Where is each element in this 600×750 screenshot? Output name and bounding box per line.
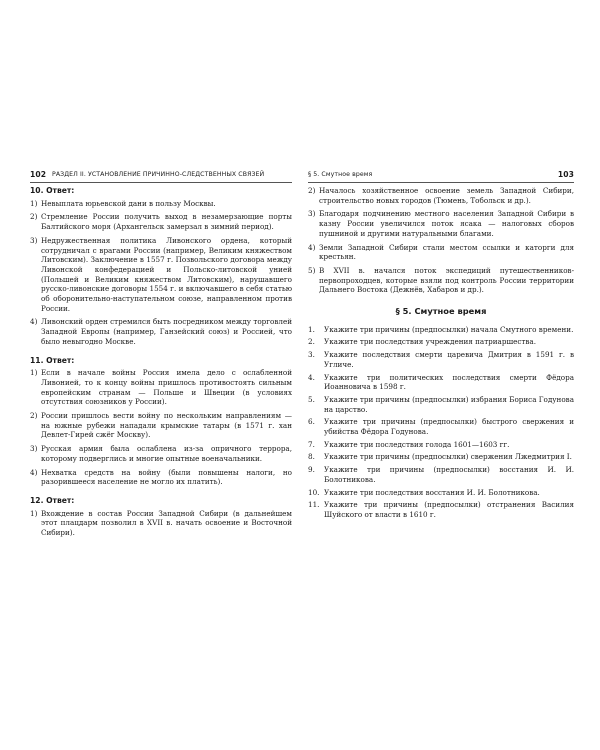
- question-number: 6.: [308, 417, 315, 427]
- item-text: Невыплата юрьевской дани в пользу Москвы.: [41, 198, 216, 208]
- question-text: Укажите последствия смерти царевича Дмитрия в 1591 г. в Угличе.: [324, 350, 574, 369]
- answer-heading: 10. Ответ:: [30, 186, 75, 195]
- item-number: 1): [30, 508, 38, 518]
- item-number: 5): [308, 265, 316, 275]
- running-title-left: РАЗДЕЛ II. УСТАНОВЛЕНИЕ ПРИЧИННО-СЛЕДСТВЕННЫХ СВЯЗЕЙ: [52, 171, 265, 178]
- question-number: 7.: [308, 439, 315, 449]
- item-number: 2): [30, 212, 38, 222]
- list-item: [30, 212, 292, 231]
- item-number: 4): [308, 242, 316, 252]
- item-number: 3): [30, 444, 38, 454]
- question-text: Укажите три причины (предпосылки) восстания И. И. Болотникова.: [324, 465, 574, 484]
- right-content: [308, 186, 574, 523]
- item-number: 1): [30, 368, 38, 378]
- question-item: [308, 440, 574, 450]
- header-rule-left: [30, 182, 292, 183]
- item-text: В XVII в. начался поток экспедиций путешественников-первопроходцев, которые взяли под контроль России территории Дальнего Востока (Дежнёв, Хабаров и др.).: [319, 265, 574, 295]
- item-number: 3): [30, 235, 38, 245]
- list-item: [30, 509, 292, 538]
- question-item: [308, 373, 574, 392]
- item-text: Благодаря подчинению местного населения Западной Сибири в казну России увеличился поток ясака — налоговых сборов пушниной и другими натуральными благами.: [319, 209, 574, 238]
- list-item: [308, 243, 574, 262]
- question-item: [308, 488, 574, 498]
- question-number: 4.: [308, 372, 315, 382]
- answers-block: [30, 186, 292, 542]
- question-number: 8.: [308, 452, 315, 462]
- item-text: Русская армия была ослаблена из-за опричного террора, которому подверглись и многие опытные военачальники.: [41, 444, 292, 463]
- page-number-right: 103: [557, 170, 574, 179]
- list-item: [30, 236, 292, 314]
- question-text: Укажите три причины (предпосылки) начала Смутного времени.: [324, 324, 574, 334]
- item-text: Если в начале войны Россия имела дело с ослабленной Ливонией, то к концу войны пришлось противостоять сильным европейским странам — Польше и Швеции (в условиях отсутствия союзников у России).: [41, 368, 292, 407]
- question-number: 5.: [308, 394, 315, 404]
- item-number: 2): [30, 411, 38, 421]
- item-number: 2): [308, 186, 316, 195]
- question-item: [308, 417, 574, 436]
- item-text: России пришлось вести войну по нескольким направлениям — на южные рубежи нападали крымские татары (в 1571 г. хан Девлет-Гирей сжёг Москву).: [41, 411, 292, 440]
- question-text: Укажите три причины (предпосылки) свержения Лжедмитрия I.: [324, 452, 572, 462]
- question-text: Укажите три последствия восстания И. И. Болотникова.: [324, 487, 540, 497]
- question-item: [308, 452, 574, 462]
- question-item: [308, 337, 574, 347]
- question-text: Укажите три причины (предпосылки) быстрого свержения и убийства Фёдора Годунова.: [324, 417, 574, 437]
- question-number: 2.: [308, 337, 315, 347]
- question-text: Укажите три причины (предпосылки) избрания Бориса Годунова на царство.: [324, 394, 574, 414]
- page-number-left: 102: [30, 170, 47, 179]
- list-item: [30, 411, 292, 440]
- question-item: [308, 395, 574, 414]
- question-item: [308, 500, 574, 519]
- item-text: Недружественная политика Ливонского ордена, который сотрудничал с врагами России (например, Великим княжеством Литовским). Заключение в 1557 г. Позвольского договора между Ливонской конфедерацией и Польско-литовской унией (Польшей и Великим княжеством Литовским), нарушавшего русско-ливонские договоры 1554 г. и включавшего в себя статью об оборонительно-наступательном союзе, направленном против России.: [41, 235, 292, 313]
- list-item: [308, 209, 574, 238]
- list-item: [30, 444, 292, 463]
- item-text: Началось хозяйственное освоение земель Западной Сибири, строительство новых городов (Тюмень, Тобольск и др.).: [319, 186, 574, 205]
- question-number: 10.: [308, 487, 320, 497]
- question-item: [308, 325, 574, 335]
- question-text: Укажите три последствия голода 1601—1603 гг.: [324, 439, 510, 449]
- list-item: [30, 468, 292, 487]
- item-text: Ливонский орден стремился быть посредником между торговлей Западной Европы (например, Ганзейский союз) и Россией, что было невыгодно Москве.: [41, 317, 292, 346]
- question-number: 9.: [308, 465, 315, 475]
- item-text: Нехватка средств на войну (были повышены налоги, но разорившееся население не могло их платить).: [41, 467, 292, 487]
- question-number: 1.: [308, 324, 315, 334]
- question-item: [308, 350, 574, 369]
- item-text: Вхождение в состав России Западной Сибири (в дальнейшем этот плацдарм позволил в XVII в. начать освоение и Восточной Сибири).: [41, 508, 292, 538]
- item-text: Стремление России получить выход в незамерзающие порты Балтийского моря (Архангельск замерзал в зимний период).: [41, 212, 292, 232]
- question-text: Укажите три политических последствия смерти Фёдора Иоанновича в 1598 г.: [324, 372, 574, 392]
- header-rule-right: [308, 182, 574, 183]
- section-title: § 5. Смутное время: [395, 306, 487, 317]
- list-item: [30, 368, 292, 407]
- answer-heading: 12. Ответ:: [30, 495, 75, 505]
- question-number: 3.: [308, 350, 315, 360]
- running-title-right: § 5. Смутное время: [308, 171, 373, 178]
- answer-heading: 11. Ответ:: [30, 355, 75, 365]
- question-text: Укажите три причины (предпосылки) отстранения Василия Шуйского от власти в 1610 г.: [324, 500, 574, 519]
- list-item: [30, 317, 292, 346]
- item-number: 4): [30, 317, 38, 327]
- left-page: [30, 0, 292, 750]
- running-head-right: [308, 170, 574, 182]
- list-item: [308, 266, 574, 295]
- item-number: 1): [30, 198, 38, 208]
- right-page: [308, 0, 574, 750]
- question-text: Укажите три последствия учреждения патриаршества.: [324, 337, 536, 347]
- item-number: 4): [30, 467, 38, 477]
- list-item: [30, 199, 292, 209]
- list-item: [308, 186, 574, 205]
- running-head-left: [30, 170, 292, 182]
- item-number: 3): [308, 209, 316, 219]
- question-number: 11.: [308, 500, 320, 510]
- item-text: Земли Западной Сибири стали местом ссылки и каторги для крестьян.: [319, 242, 574, 262]
- question-item: [308, 465, 574, 484]
